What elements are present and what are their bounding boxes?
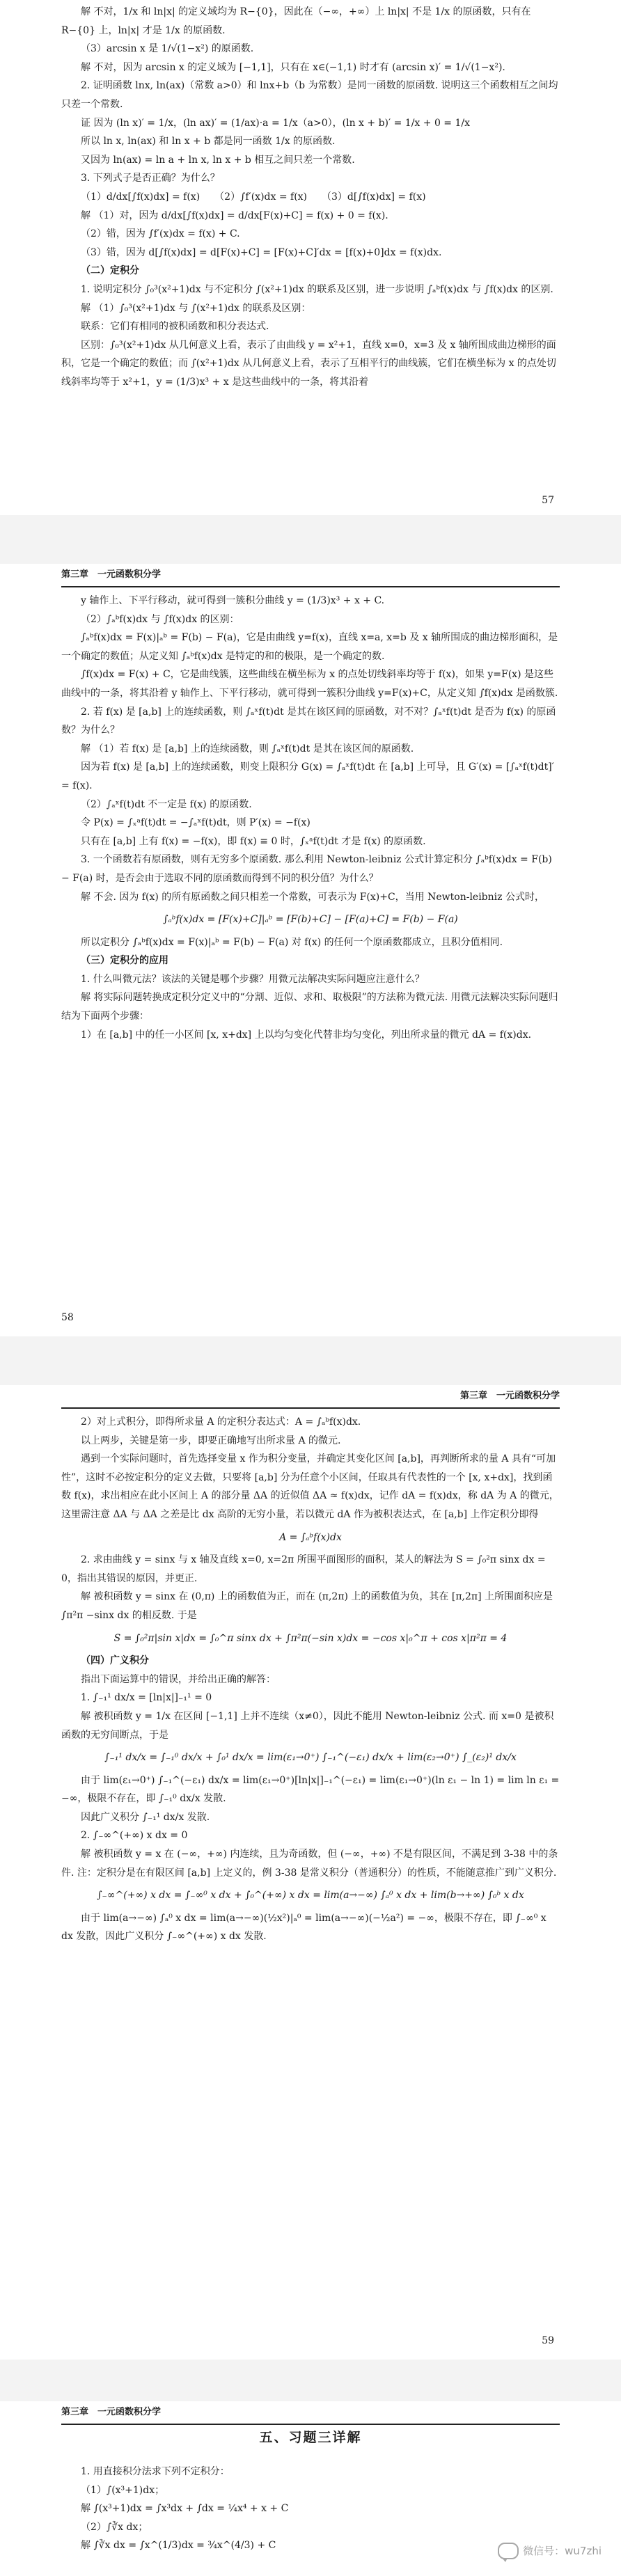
text-line: 由于 lim(a→−∞) ∫ₐ⁰ x dx = lim(a→−∞)(½x²)|ₐ⁰ = lim(a→−∞)(−½a²) = −∞，极限不存在，即 ∫₋∞⁰ x dx 发散，因此广义积分 ∫₋∞^(+∞) x dx 发散. (61, 1912, 547, 1943)
watermark (498, 2541, 602, 2561)
text-line: 2）对上式积分，即得所求量 A 的定积分表达式：A = ∫ₐᵇf(x)dx. (81, 1416, 361, 1428)
page-60-body (61, 2463, 560, 2555)
section-heading: （二）定积分 (81, 265, 139, 277)
text-line: （2）∫ₐˣf(t)dt 不一定是 f(x) 的原函数. (81, 798, 252, 810)
formula-line: S = ∫₀²π|sin x|dx = ∫₀^π sinx dx + ∫π²π(−sin x)dx = −cos x|₀^π + cos x|π²π = 4 (113, 1632, 508, 1644)
text-line: （1）d/dx[∫f(x)dx] = f(x) （2）∫f′(x)dx = f(x) （3）d[∫f(x)dx] = f(x) (81, 191, 426, 203)
text-line: 解 （1）对，因为 d/dx[∫f(x)dx] = d/dx[F(x)+C] = f(x) + 0 = f(x). (81, 210, 388, 221)
watermark-text: 微信号：wu7zhi (523, 2544, 602, 2557)
text-line: （2）错，因为 ∫f′(x)dx = f(x) + C. (81, 228, 240, 240)
text-line: 解 （1）若 f(x) 是 [a,b] 上的连续函数，则 ∫ₐˣf(t)dt 是其在该区间的原函数. (81, 743, 414, 754)
formula-line: A = ∫ₐᵇf(x)dx (279, 1531, 342, 1543)
section-heading: （三）定积分的应用 (81, 955, 168, 967)
page-number: 58 (61, 1312, 74, 1323)
text-line: （2）∫ₐᵇf(x)dx 与 ∫f(x)dx 的区别： (81, 613, 239, 625)
text-line: 因此广义积分 ∫₋₁¹ dx/x 发散. (81, 1811, 210, 1823)
text-line: 由于 lim(ε₁→0⁺) ∫₋₁^(−ε₁) dx/x = lim(ε₁→0⁺)[ln|x|]₋₁^(−ε₁) = lim(ε₁→0⁺)(ln ε₁ − ln 1) = lim ln ε₁ = −∞，极限不存在，即 ∫₋₁⁰ dx/x 发散. (61, 1774, 560, 1805)
text-line: 2. 证明函数 lnx, ln(ax)（常数 a>0）和 lnx+b（b 为常数）是同一函数的原函数. 说明这三个函数相互之间均只差一个常数. (61, 80, 558, 110)
text-line: 证 因为 (ln x)′ = 1/x，(ln ax)′ = (1/ax)·a = 1/x（a>0），(ln x + b)′ = 1/x + 0 = 1/x (81, 117, 471, 129)
text-line: 令 P(x) = ∫ₓᵃf(t)dt = −∫ₐˣf(t)dt，则 P′(x) = −f(x) (81, 817, 310, 829)
text-line: 1. 用直接积分法求下列不定积分： (81, 2466, 230, 2478)
page-number: 57 (542, 495, 554, 506)
text-line: 解 不对，1/x 和 ln|x| 的定义域均为 R−{0}，因此在（−∞，+∞）上 ln|x| 不是 1/x 的原函数，只有在 R−{0} 上，ln|x| 才是 1/x 的原函数. (61, 6, 531, 36)
text-line: 解 ∫∛x dx = ∫x^(1/3)dx = ¾x^(4/3) + C (81, 2540, 276, 2552)
text-line: 解 （1）∫₀³(x²+1)dx 与 ∫(x²+1)dx 的联系及区别： (81, 302, 311, 314)
text-line: 解 ∫(x³+1)dx = ∫x³dx + ∫dx = ¼x⁴ + x + C (81, 2503, 289, 2515)
text-line: 1. ∫₋₁¹ dx/x = [ln|x|]₋₁¹ = 0 (81, 1692, 212, 1704)
page-gap (0, 515, 621, 564)
running-header: 第三章 一元函数积分学 (61, 2408, 560, 2425)
running-header: 第三章 一元函数积分学 (61, 1392, 560, 1409)
text-line: 所以定积分 ∫ₐᵇf(x)dx = F(x)|ₐᵇ = F(b) − F(a) 对 f(x) 的任何一个原函数都成立，且积分值相同. (81, 936, 503, 948)
text-line: 遇到一个实际问题时，首先选择变量 x 作为积分变量，并确定其变化区间 [a,b]，再判断所求的量 A 具有“可加性”，这时不必按定积分的定义去做，只要将 [a,b] 分为任意个小区间，任取具有代表性的一个 [x, x+dx]，找到函数 f(x)，求出相应在此小区间上 A 的部分量 ΔA 的近似值 ΔA ≈ f(x)dx，记作 dA = f(x)dx，称 dA 为 A 的微元，这里需注意 ΔA 与 ΔA 之差是比 dx 高阶的无穷小量，若以微元 dA 作为被积表达式，在 [a,b] 上作定积分即得 (61, 1453, 559, 1520)
page-gap (0, 2360, 621, 2401)
chat-bubble-icon (498, 2543, 519, 2559)
running-header: 第三章 一元函数积分学 (61, 571, 560, 587)
text-line: y 轴作上、下平行移动，就可得到一簇积分曲线 y = (1/3)x³ + x + C. (81, 595, 385, 606)
text-line: 2. 求由曲线 y = sinx 与 x 轴及直线 x=0, x=2π 所围平面图形的面积，某人的解法为 S = ∫₀²π sinx dx = 0，指出其错误的原因，并更正. (61, 1554, 546, 1584)
page-59-body (61, 1385, 560, 1946)
formula-line: ∫ₐᵇf(x)dx = [F(x)+C]|ₐᵇ = [F(b)+C] − [F(a)+C] = F(b) − F(a) (163, 914, 458, 926)
text-line: 2. 若 f(x) 是 [a,b] 上的连续函数，则 ∫ₐˣf(t)dt 是其在该区间的原函数，对不对？∫ₐˣf(t)dt 是否为 f(x) 的原函数？为什么？ (61, 706, 556, 736)
text-line: （2）∫∛x dx； (81, 2521, 148, 2533)
text-line: 解 被积函数 y = x 在 (−∞，+∞) 内连续，且为奇函数，但 (−∞，+∞) 不是有限区间，不满足到 3-38 中的条件. 注：定积分是在有限区间 [a,b] 上定义的，例 3-38 是常义积分（普通积分）的性质，不能随意推广到广义积分. (61, 1849, 558, 1879)
text-line: ∫f(x)dx = F(x) + C，它是曲线簇，这些曲线在横坐标为 x 的点处切线斜率均等于 f(x)，如果 y=F(x) 是这些曲线中的一条，将其沿着 y 轴作上、下平行移动，就可得到一簇积分曲线 y=F(x)+C，从定义知 ∫f(x)dx 是函数簇. (61, 669, 558, 699)
page-58-body (61, 564, 560, 1044)
text-line: 以上两步，关键是第一步，即要正确地写出所求量 A 的微元. (81, 1435, 341, 1446)
text-line: 只有在 [a,b] 上有 f(x) = −f(x)，即 f(x) ≡ 0 时，∫ₓᵃf(t)dt 才是 f(x) 的原函数. (81, 835, 426, 847)
text-line: 解 被积函数 y = 1/x 在区间 [−1,1] 上并不连续（x≠0），因此不能用 Newton-leibniz 公式. 而 x=0 是被积函数的无穷间断点，于是 (61, 1710, 554, 1741)
section-heading: （四）广义积分 (81, 1655, 149, 1667)
page-59 (0, 1385, 621, 2360)
page-57 (0, 0, 621, 515)
section-title: 五、习题三详解 (259, 2430, 362, 2445)
page-gap (0, 1336, 621, 1385)
text-line: 指出下面运算中的错误，并给出正确的解答： (81, 1673, 276, 1685)
text-line: 又因为 ln(ax) = ln a + ln x, ln x + b 相互之间只差一个常数. (81, 154, 355, 166)
text-line: （3）错，因为 d[∫f(x)dx] = d[F(x)+C] = [F(x)+C]′dx = [f(x)+0]dx = f(x)dx. (81, 246, 442, 258)
text-line: ∫ₐᵇf(x)dx = F(x)|ₐᵇ = F(b) − F(a)，它是由曲线 y=f(x)，直线 x=a, x=b 及 x 轴所围成的曲边梯形面积，是一个确定的数值；从定义知 ∫ₐᵇf(x)dx 是特定的和的极限，是一个确定的数. (61, 632, 558, 662)
text-line: 解 将实际问题转换成定积分定义中的“分割、近似、求和、取极限”的方法称为微元法. 用微元法解决实际问题归结为下面两个步骤： (61, 992, 558, 1022)
page-58 (0, 564, 621, 1336)
formula-line: ∫₋∞^(+∞) x dx = ∫₋∞⁰ x dx + ∫₀^(+∞) x dx = lim(a→−∞) ∫ₐ⁰ x dx + lim(b→+∞) ∫₀ᵇ x dx (97, 1890, 524, 1902)
page-57-body (61, 3, 560, 391)
text-line: 所以 ln x, ln(ax) 和 ln x + b 都是同一函数 1/x 的原函数. (81, 136, 336, 148)
text-line: 3. 下列式子是否正确？为什么？ (81, 173, 220, 184)
text-line: （1）∫(x³+1)dx； (81, 2484, 165, 2496)
formula-line: ∫₋₁¹ dx/x = ∫₋₁⁰ dx/x + ∫₀¹ dx/x = lim(ε₁→0⁺) ∫₋₁^(−ε₁) dx/x + lim(ε₂→0⁺) ∫_(ε₂)¹ dx/x (104, 1752, 517, 1764)
text-line: 1）在 [a,b] 中的任一小区间 [x, x+dx] 上以均匀变化代替非均匀变化，列出所求量的微元 dA = f(x)dx. (81, 1029, 532, 1041)
text-line: （3）arcsin x 是 1/√(1−x²) 的原函数. (81, 43, 254, 55)
text-line: 3. 一个函数若有原函数，则有无穷多个原函数. 那么利用 Newton-leibniz 公式计算定积分 ∫ₐᵇf(x)dx = F(b) − F(a) 时，是否会由于选取不同的原函数而得到不同的积分值？为什么？ (61, 854, 552, 884)
text-line: 解 不会. 因为 f(x) 的所有原函数之间只相差一个常数，可表示为 F(x)+C，当用 Newton-leibniz 公式时， (81, 891, 544, 903)
text-line: 2. ∫₋∞^(+∞) x dx = 0 (81, 1830, 188, 1842)
text-line: 解 不对，因为 arcsin x 的定义域为 [−1,1]，只有在 x∈(−1,1) 时才有 (arcsin x)′ = 1/√(1−x²). (81, 61, 505, 73)
text-line: 解 被积函数 y = sinx 在 (0,π) 上的函数值为正，而在 (π,2π) 上的函数值为负，其在 [π,2π] 上所围面积应是 ∫π²π −sinx dx 的相反数. 于是 (61, 1591, 553, 1621)
page-60 (0, 2401, 621, 2576)
page-number: 59 (542, 2335, 554, 2346)
text-line: 1. 说明定积分 ∫₀³(x²+1)dx 与不定积分 ∫(x²+1)dx 的联系及区别，进一步说明 ∫ₐᵇf(x)dx 与 ∫f(x)dx 的区别. (81, 283, 553, 295)
text-line: 区别：∫₀³(x²+1)dx 从几何意义上看，表示了由曲线 y = x²+1，直线 x=0，x=3 及 x 轴所围成曲边梯形的面积，它是一个确定的数值；而 ∫(x²+1)dx 从几何意义上看，表示了互相平行的曲线簇，它们在横坐标为 x 的点处切线斜率均等于 x²+1，y = (1/3)x³ + x 是这些曲线中的一条，将其沿着 (61, 339, 556, 388)
text-line: 因为若 f(x) 是 [a,b] 上的连续函数，则变上限积分 G(x) = ∫ₐˣf(t)dt 在 [a,b] 上可导，且 G′(x) = [∫ₐˣf(t)dt]′ = f(x). (61, 761, 554, 791)
text-line: 联系：它们有相同的被积函数和积分表达式. (81, 321, 269, 333)
text-line: 1. 什么叫微元法？该法的关键是哪个步骤？用微元法解决实际问题应注意什么？ (81, 973, 425, 985)
